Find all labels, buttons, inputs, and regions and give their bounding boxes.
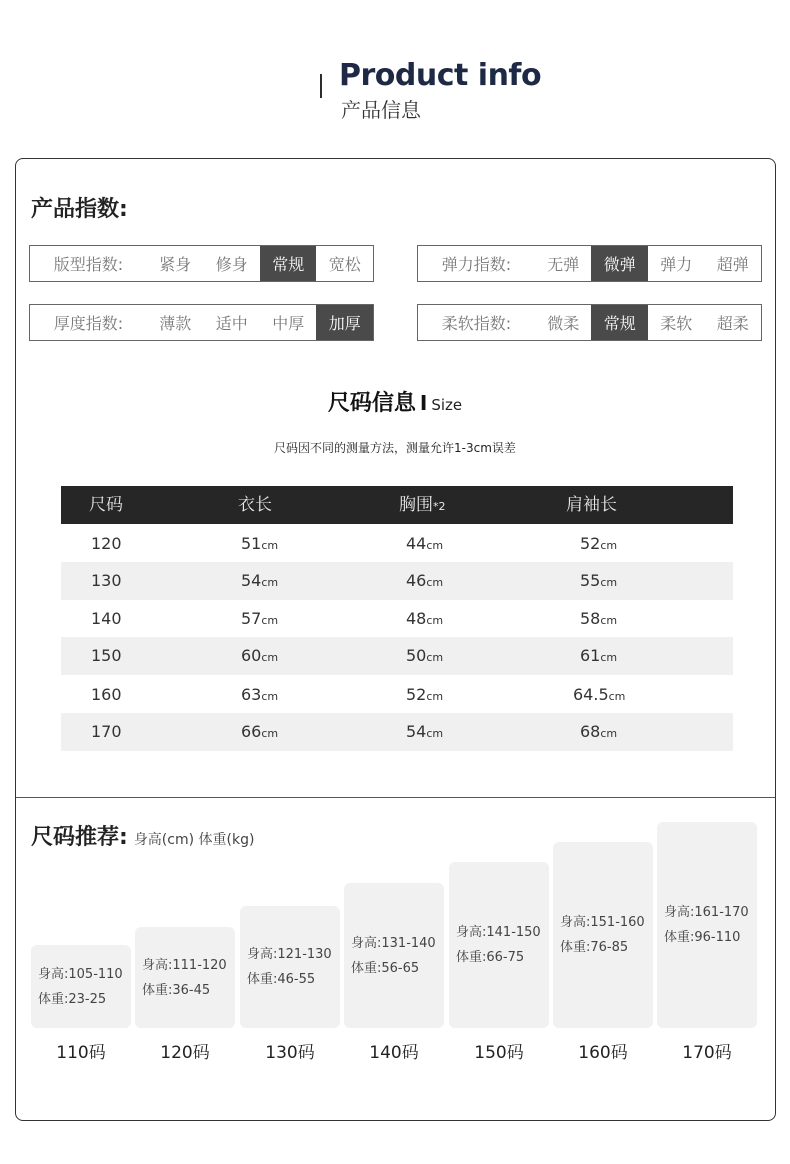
recommend-subtitle: 身高(cm) 体重(kg) [133,832,255,848]
col-header-length: 衣长 [238,495,272,515]
table-row [61,562,733,600]
card-height: 身高:131-140 [351,935,436,951]
size-label: 110码 [56,1043,106,1063]
size-card-160 [553,842,653,1028]
size-card-120 [135,927,235,1028]
cell-chest: 52cm [406,685,444,704]
index-row-elasticity [417,245,762,282]
card-weight: 体重:66-75 [456,950,525,965]
table-row [61,525,733,563]
size-card-110 [31,945,131,1028]
index-label: 厚度指数: [53,314,124,333]
table-row [61,600,733,638]
col-header-size: 尺码 [89,495,123,515]
card-height: 身高:161-170 [664,905,749,920]
index-option: 柔软 [660,314,693,333]
index-row-fit [29,245,374,282]
card-height: 身高:111-120 [142,957,227,973]
index-label: 柔软指数: [441,314,512,333]
product-index-title: 产品指数: [31,197,128,222]
size-label: 120码 [160,1043,210,1063]
index-option-selected: 加厚 [316,305,373,340]
recommend-title: 尺码推荐: [31,825,128,850]
index-option-selected: 微弹 [591,246,648,281]
index-option-selected: 常规 [260,246,317,281]
card-height: 身高:151-160 [560,915,645,930]
section-divider [16,797,775,798]
card-weight: 体重:46-55 [247,972,316,987]
cell-sleeve: 58cm [580,609,618,628]
cell-length: 66cm [241,722,279,741]
index-row-softness [417,304,762,341]
index-option-selected: 常规 [591,305,648,340]
size-card-140 [344,883,444,1028]
index-option: 超柔 [716,314,749,333]
page-title: Product info [339,58,542,93]
size-label: 140码 [369,1043,419,1063]
cell-size: 160 [91,685,122,704]
card-weight: 体重:23-25 [38,991,107,1007]
cell-sleeve: 68cm [580,722,618,741]
cell-length: 60cm [241,646,279,665]
cell-chest: 46cm [406,571,444,590]
col-header-chest [399,486,446,524]
cell-size: 120 [91,534,122,553]
cell-size: 130 [91,571,122,590]
index-option: 修身 [215,255,248,274]
card-weight: 体重:56-65 [351,960,420,976]
size-label: 170码 [682,1043,732,1063]
size-card-130 [240,906,340,1028]
cell-chest: 54cm [406,722,444,741]
size-info-separator: I [419,391,428,415]
size-card-150 [449,862,549,1028]
card-weight: 体重:36-45 [142,982,211,998]
size-info-title: 尺码信息 [327,391,416,416]
cell-chest: 50cm [406,646,444,665]
table-row [61,637,733,675]
index-option: 弹力 [660,255,693,274]
size-table-header [61,486,733,524]
table-row [61,713,733,751]
size-info-heading [0,386,790,417]
card-height: 身高:121-130 [247,947,332,962]
col-header-chest-label: 胸围 [399,495,433,515]
cell-size: 170 [91,722,122,741]
size-label: 150码 [474,1043,524,1063]
cell-sleeve: 55cm [580,571,618,590]
index-row-thickness [29,304,374,341]
page-subtitle: 产品信息 [341,98,421,122]
cell-sleeve: 64.5cm [573,685,626,704]
cell-sleeve: 52cm [580,534,618,553]
col-header-sleeve: 肩袖长 [566,495,617,515]
card-height: 身高:105-110 [38,966,123,982]
index-option: 超弹 [716,255,749,274]
cell-sleeve: 61cm [580,646,618,665]
index-option: 薄款 [159,314,192,333]
index-option: 宽松 [328,255,361,274]
index-option: 适中 [215,314,248,333]
index-label: 弹力指数: [441,255,512,274]
recommend-heading [31,820,254,851]
cell-length: 57cm [241,609,279,628]
index-option: 紧身 [159,255,192,274]
size-label: 160码 [578,1043,628,1063]
cell-chest: 48cm [406,609,444,628]
table-row [61,676,733,714]
index-label: 版型指数: [53,255,124,274]
cell-length: 51cm [241,534,279,553]
header-accent-bar [320,74,322,98]
card-height: 身高:141-150 [456,925,541,940]
index-option: 中厚 [272,314,305,333]
cell-length: 63cm [241,685,279,704]
card-weight: 体重:76-85 [560,940,629,955]
cell-size: 140 [91,609,122,628]
col-header-chest-suffix: *2 [433,500,446,513]
size-card-170 [657,822,757,1028]
size-info-title-en: Size [431,396,463,414]
index-option: 微柔 [547,314,580,333]
index-option: 无弹 [547,255,580,274]
size-label: 130码 [265,1043,315,1063]
cell-size: 150 [91,646,122,665]
card-weight: 体重:96-110 [664,930,741,945]
cell-length: 54cm [241,571,279,590]
size-note: 尺码因不同的测量方法，测量允许1-3cm误差 [274,441,516,455]
cell-chest: 44cm [406,534,444,553]
